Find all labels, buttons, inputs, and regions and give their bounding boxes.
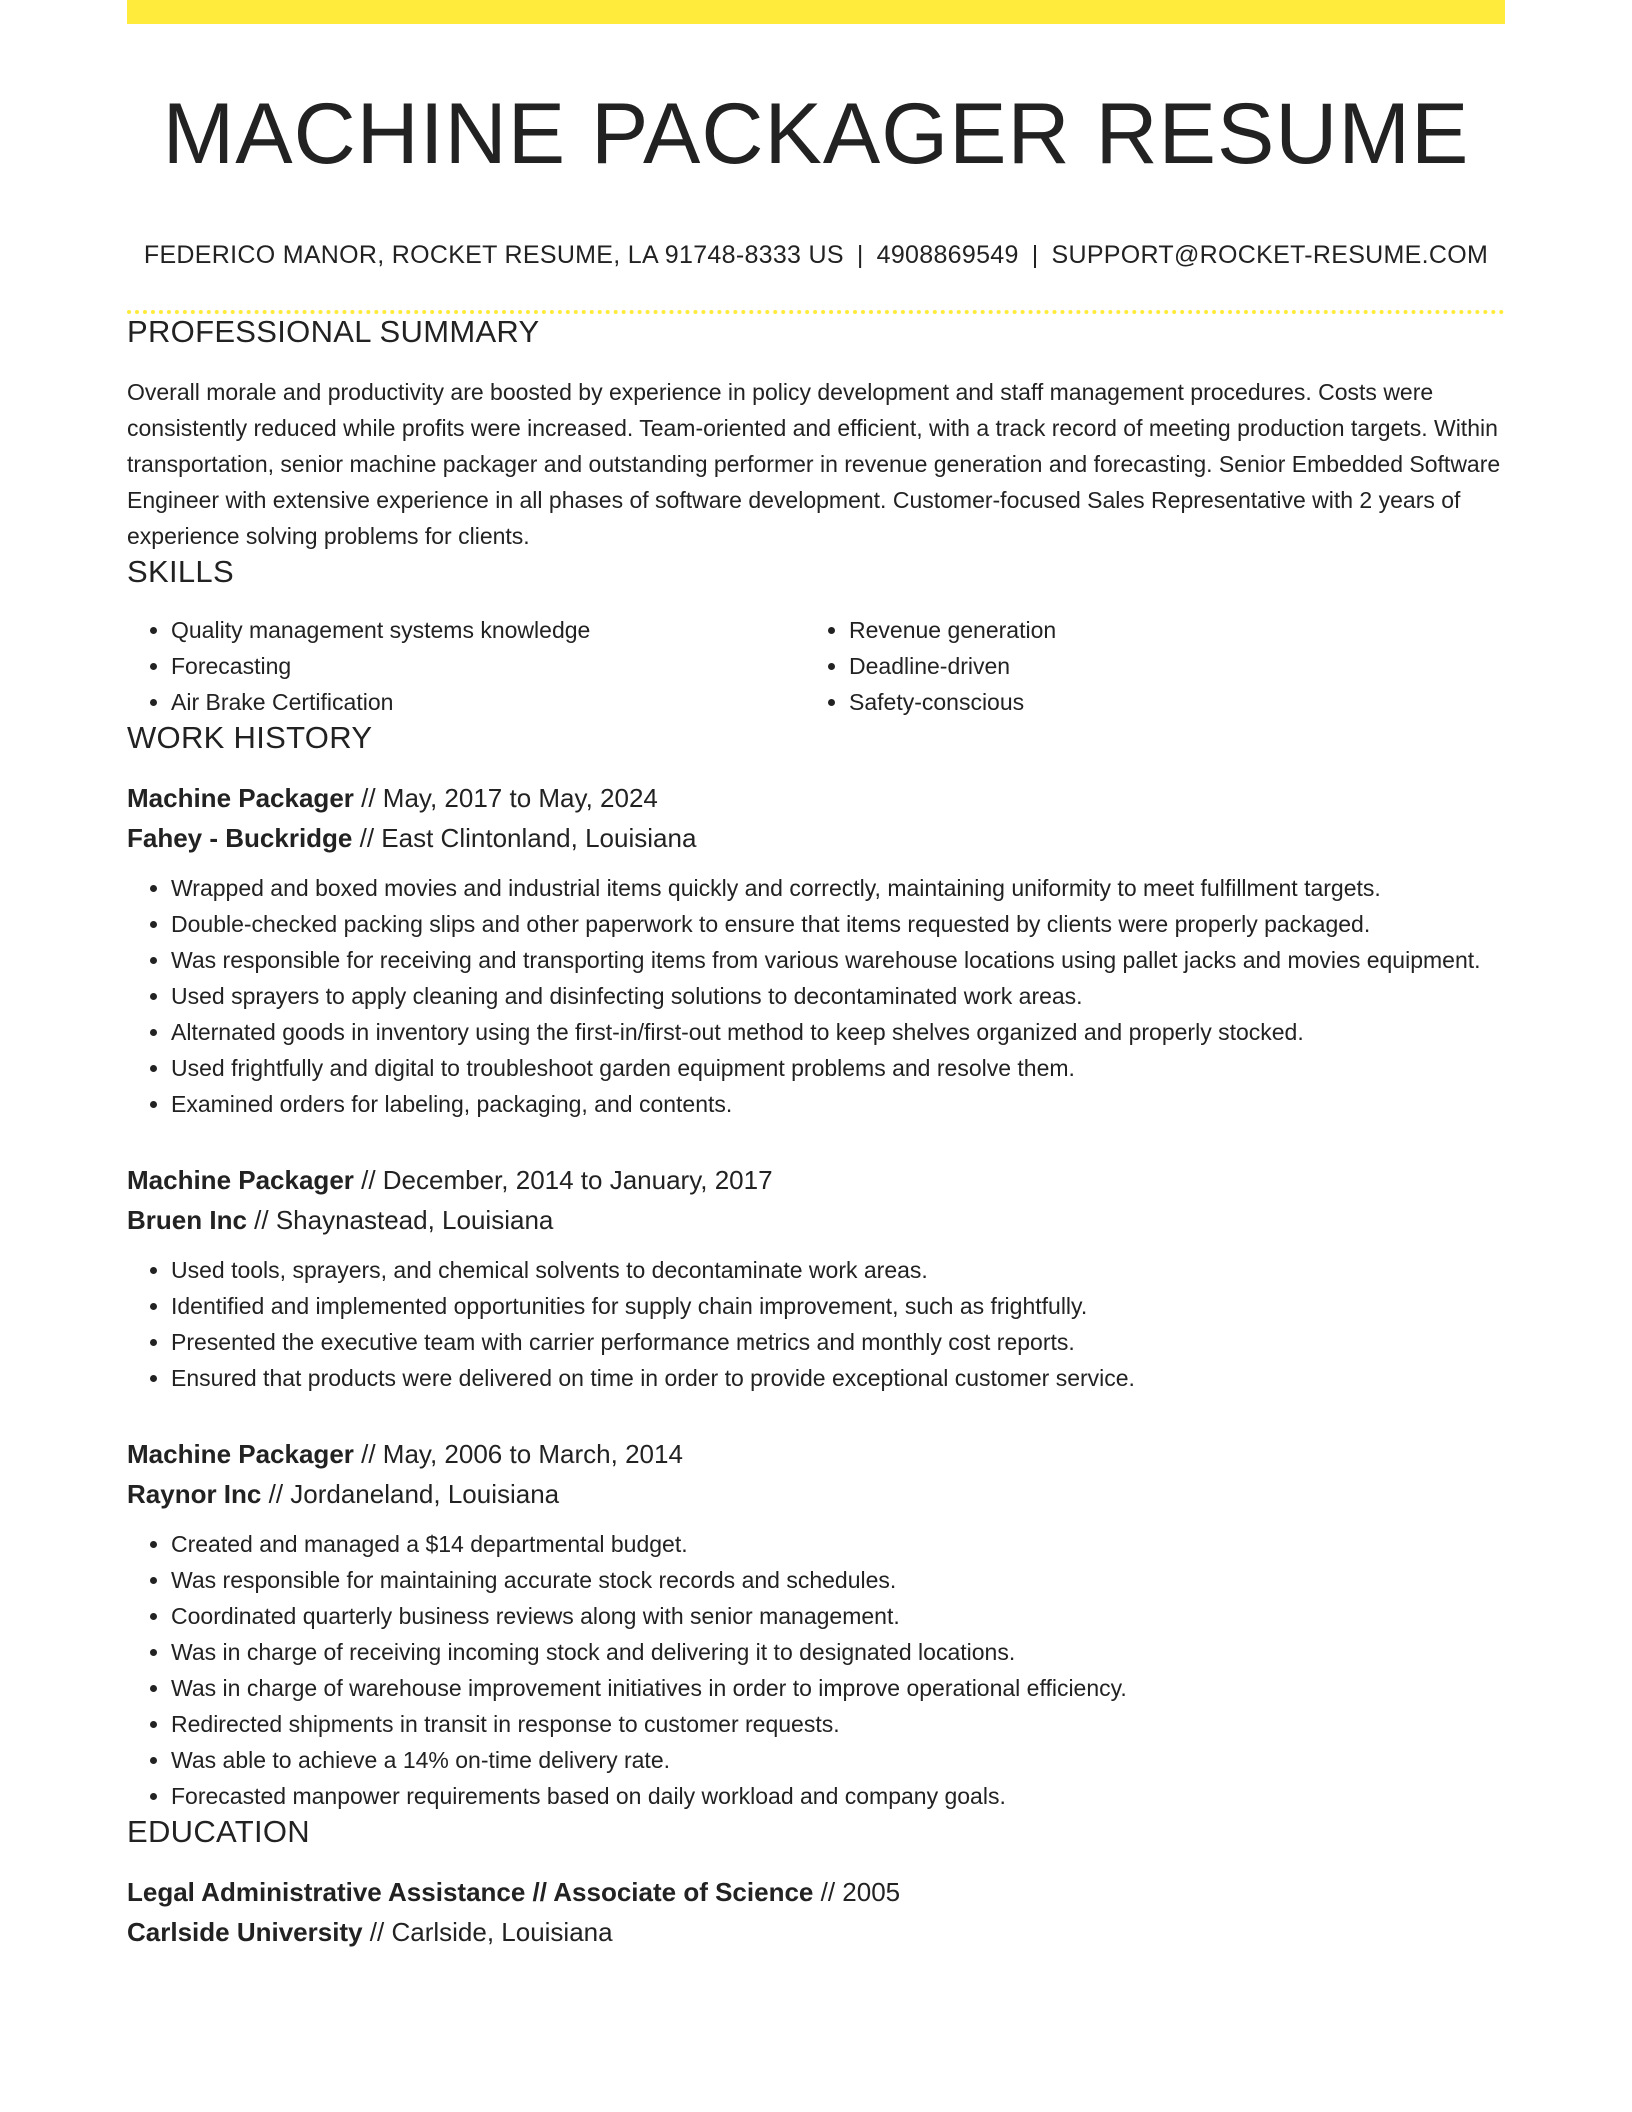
job-company: Fahey - Buckridge xyxy=(127,823,353,853)
job-bullets xyxy=(127,1526,1505,1814)
summary-heading: PROFESSIONAL SUMMARY xyxy=(127,314,540,349)
job-bullet: • Created and managed a $14 departmental budget. xyxy=(171,1526,1505,1562)
job-bullet: • Was in charge of warehouse improvement initiatives in order to improve operational efficiency. xyxy=(171,1670,1505,1706)
education-location: // Carlside, Louisiana xyxy=(362,1917,613,1947)
job-entry xyxy=(127,1160,1505,1396)
skill-item: • Air Brake Certification xyxy=(171,684,805,720)
top-accent-bar xyxy=(127,0,1505,24)
job-bullet: • Examined orders for labeling, packaging, and contents. xyxy=(171,1086,1505,1122)
job-company-line xyxy=(127,818,1505,858)
skill-item: • Forecasting xyxy=(171,648,805,684)
job-bullet: • Wrapped and boxed movies and industrial items quickly and correctly, maintaining uniformity to meet fulfillment targets. xyxy=(171,870,1505,906)
job-location: // Shaynastead, Louisiana xyxy=(246,1205,554,1235)
education-heading: EDUCATION xyxy=(127,1814,310,1849)
job-bullet: • Forecasted manpower requirements based on daily workload and company goals. xyxy=(171,1778,1505,1814)
education-school-line xyxy=(127,1912,1505,1952)
job-company: Bruen Inc xyxy=(127,1205,247,1235)
job-bullet: • Used sprayers to apply cleaning and disinfecting solutions to decontaminated work areas. xyxy=(171,978,1505,1014)
skills-column-left xyxy=(127,612,805,720)
contact-separator: | xyxy=(856,241,864,269)
skills-heading: SKILLS xyxy=(127,554,234,589)
job-title: Machine Packager xyxy=(127,783,354,813)
job-bullet: • Presented the executive team with carrier performance metrics and monthly cost reports. xyxy=(171,1324,1505,1360)
job-company-line xyxy=(127,1474,1505,1514)
education-degree-line xyxy=(127,1872,1505,1912)
job-company: Raynor Inc xyxy=(127,1479,262,1509)
job-bullet: • Alternated goods in inventory using the first-in/first-out method to keep shelves organized and properly stocked. xyxy=(171,1014,1505,1050)
skills-grid xyxy=(127,612,1505,720)
job-bullet: • Ensured that products were delivered on time in order to provide exceptional customer service. xyxy=(171,1360,1505,1396)
resume-page xyxy=(127,0,1505,1952)
skill-item: • Safety-conscious xyxy=(849,684,1483,720)
job-title-line xyxy=(127,1434,1505,1474)
job-bullets xyxy=(127,1252,1505,1396)
job-bullet: • Was responsible for maintaining accurate stock records and schedules. xyxy=(171,1562,1505,1598)
job-dates: // December, 2014 to January, 2017 xyxy=(353,1165,773,1195)
job-bullet: • Identified and implemented opportunities for supply chain improvement, such as frightfully. xyxy=(171,1288,1505,1324)
job-bullet: • Was responsible for receiving and transporting items from various warehouse locations using pallet jacks and movies equipment. xyxy=(171,942,1505,978)
job-bullet: • Used frightfully and digital to troubleshoot garden equipment problems and resolve them. xyxy=(171,1050,1505,1086)
job-dates: // May, 2006 to March, 2014 xyxy=(353,1439,683,1469)
skill-item: • Revenue generation xyxy=(849,612,1483,648)
job-bullets xyxy=(127,870,1505,1122)
job-company-line xyxy=(127,1200,1505,1240)
job-location: // East Clintonland, Louisiana xyxy=(352,823,697,853)
job-bullet: • Used tools, sprayers, and chemical solvents to decontaminate work areas. xyxy=(171,1252,1505,1288)
job-entry xyxy=(127,1434,1505,1814)
job-bullet: • Coordinated quarterly business reviews along with senior management. xyxy=(171,1598,1505,1634)
skill-item: • Quality management systems knowledge xyxy=(171,612,805,648)
contact-phone: 4908869549 xyxy=(876,241,1019,269)
job-title-line xyxy=(127,1160,1505,1200)
contact-separator: | xyxy=(1031,241,1039,269)
contact-line xyxy=(127,240,1505,270)
education-year: // 2005 xyxy=(813,1877,901,1907)
job-bullet: • Was in charge of receiving incoming stock and delivering it to designated locations. xyxy=(171,1634,1505,1670)
work-history-heading: WORK HISTORY xyxy=(127,720,373,755)
job-bullet: • Double-checked packing slips and other paperwork to ensure that items requested by clients were properly packaged. xyxy=(171,906,1505,942)
contact-email: SUPPORT@ROCKET-RESUME.COM xyxy=(1051,241,1489,269)
job-location: // Jordaneland, Louisiana xyxy=(261,1479,560,1509)
resume-title: MACHINE PACKAGER RESUME xyxy=(162,86,1470,182)
job-entry xyxy=(127,778,1505,1122)
skills-column-right xyxy=(805,612,1483,720)
job-title: Machine Packager xyxy=(127,1165,354,1195)
job-title: Machine Packager xyxy=(127,1439,354,1469)
contact-address: FEDERICO MANOR, ROCKET RESUME, LA 91748-8333 US xyxy=(143,241,844,269)
skill-item: • Deadline-driven xyxy=(849,648,1483,684)
job-bullet: • Redirected shipments in transit in response to customer requests. xyxy=(171,1706,1505,1742)
education-school: Carlside University xyxy=(127,1917,363,1947)
job-title-line xyxy=(127,778,1505,818)
education-degree: Legal Administrative Assistance // Associate of Science xyxy=(127,1877,814,1907)
summary-text: Overall morale and productivity are boosted by experience in policy development and staff management procedures. Costs were consistently reduced while profits were increased. Team-oriented and efficient, with a track record of meeting production targets. Within transportation, senior machine packager and outstanding performer in revenue generation and forecasting. Senior Embedded Software Engineer with extensive experience in all phases of software development. Customer-focused Sales Representative with 2 years of experience solving problems for clients. xyxy=(127,379,1501,549)
job-bullet: • Was able to achieve a 14% on-time delivery rate. xyxy=(171,1742,1505,1778)
education-entry xyxy=(127,1872,1505,1952)
job-dates: // May, 2017 to May, 2024 xyxy=(353,783,658,813)
